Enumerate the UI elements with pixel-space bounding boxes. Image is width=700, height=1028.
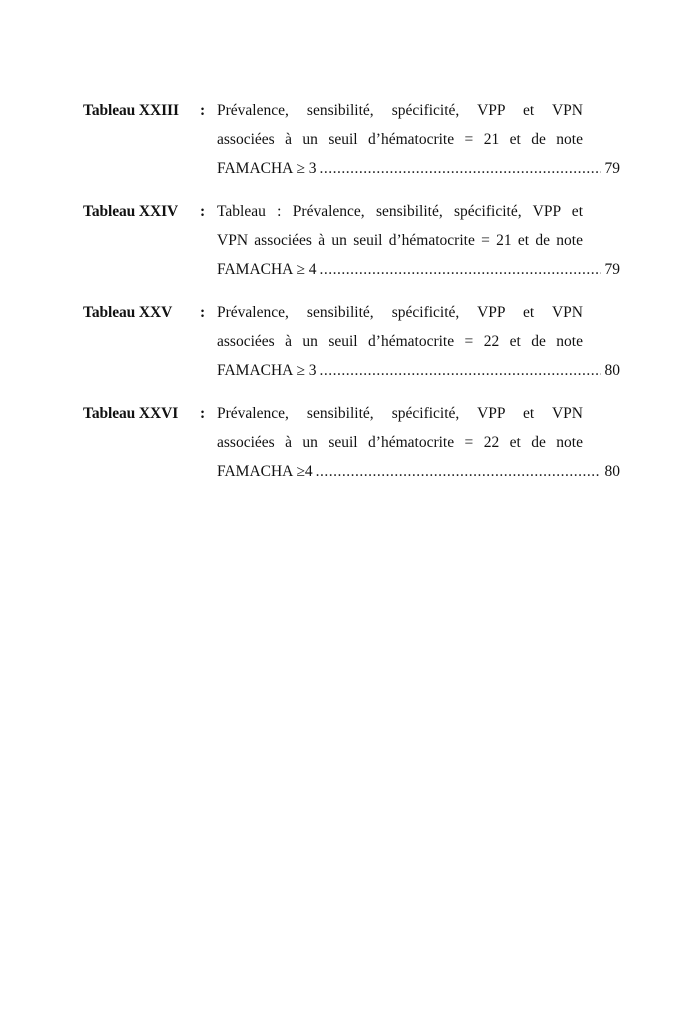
toc-entry[interactable] — [83, 399, 620, 486]
table-of-tables — [83, 96, 620, 500]
toc-entry[interactable] — [83, 197, 620, 284]
dot-leader — [320, 356, 601, 385]
entry-title-line: FAMACHA ≥ 3 — [217, 362, 317, 379]
entry-label: Tableau XXV — [83, 304, 173, 321]
entry-title-line: VPN associées à un seuil d’hématocrite = 21 et de note — [217, 232, 583, 249]
entry-title-line: Prévalence, sensibilité, spécificité, VPP et VPN — [217, 102, 583, 119]
entry-label: Tableau XXVI — [83, 405, 179, 422]
entry-last-line — [217, 356, 620, 385]
toc-entry[interactable] — [83, 96, 620, 183]
entry-title-line: Tableau : Prévalence, sensibilité, spécificité, VPP et — [217, 203, 583, 220]
page-number[interactable]: 79 — [604, 261, 620, 278]
page-number[interactable]: 79 — [604, 160, 620, 177]
entry-last-line — [217, 255, 620, 284]
toc-entry[interactable] — [83, 298, 620, 385]
entry-label: Tableau XXIII — [83, 102, 179, 119]
entry-title-line: Prévalence, sensibilité, spécificité, VPP et VPN — [217, 304, 583, 321]
entry-colon: : — [200, 405, 206, 422]
page-number[interactable]: 80 — [604, 362, 620, 379]
entry-title-line: associées à un seuil d’hématocrite = 21 et de note — [217, 131, 583, 148]
entry-last-line — [217, 457, 620, 486]
entry-label: Tableau XXIV — [83, 203, 179, 220]
dot-leader — [320, 154, 601, 183]
dot-leader — [320, 255, 601, 284]
entry-title-line: FAMACHA ≥ 4 — [217, 261, 317, 278]
entry-title-line: FAMACHA ≥4 — [217, 463, 313, 480]
entry-title-line: FAMACHA ≥ 3 — [217, 160, 317, 177]
entry-last-line — [217, 154, 620, 183]
entry-title — [217, 96, 620, 183]
entry-title — [217, 197, 620, 284]
dot-leader — [316, 457, 601, 486]
page-number[interactable]: 80 — [604, 463, 620, 480]
entry-colon: : — [200, 203, 206, 220]
entry-title-line: associées à un seuil d’hématocrite = 22 et de note — [217, 434, 583, 451]
entry-colon: : — [200, 304, 206, 321]
entry-title-line: associées à un seuil d’hématocrite = 22 et de note — [217, 333, 583, 350]
entry-title — [217, 298, 620, 385]
entry-colon: : — [200, 102, 206, 119]
entry-title — [217, 399, 620, 486]
entry-title-line: Prévalence, sensibilité, spécificité, VPP et VPN — [217, 405, 583, 422]
